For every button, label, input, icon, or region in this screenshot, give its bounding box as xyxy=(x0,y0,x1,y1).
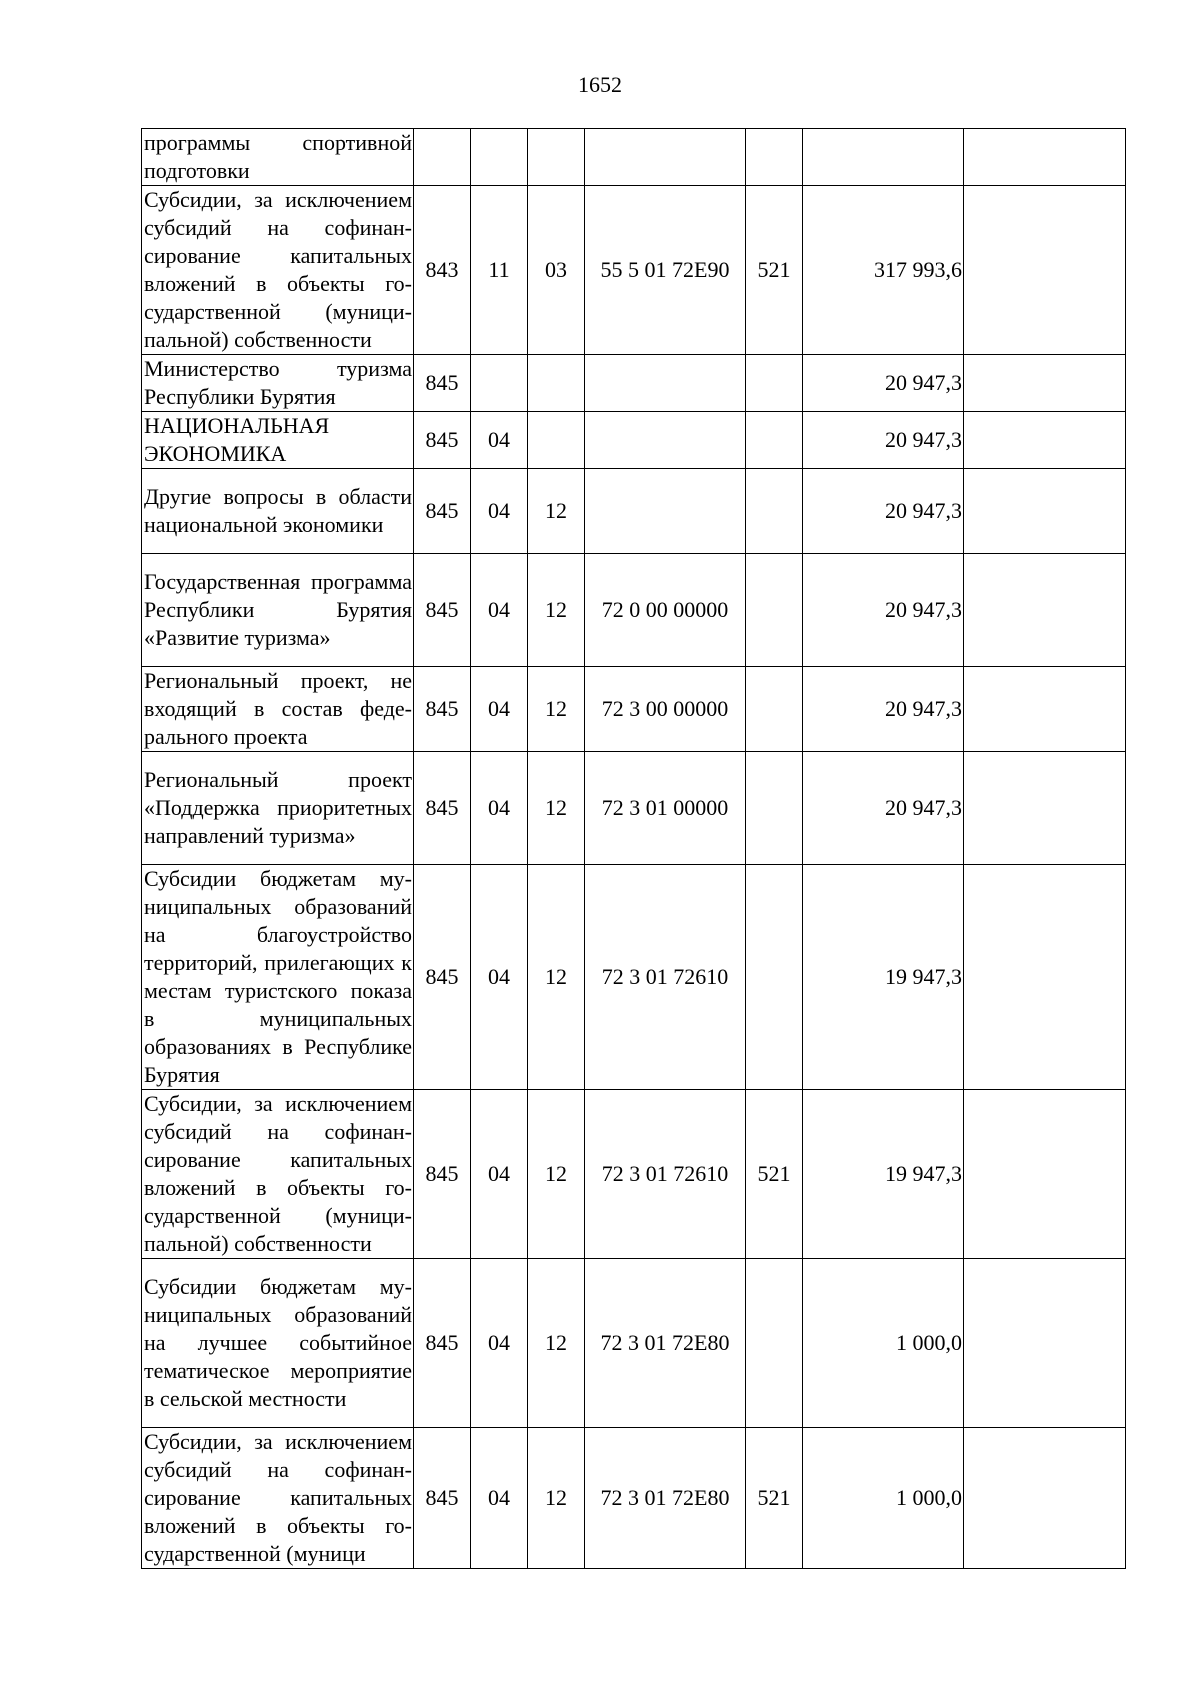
target-article-code: 72 3 01 72610 xyxy=(585,1090,746,1259)
ministry-code: 845 xyxy=(414,1428,471,1569)
table-row xyxy=(142,1259,1126,1428)
amount: 1 000,0 xyxy=(803,1259,964,1428)
target-article-code: 72 0 00 00000 xyxy=(585,554,746,667)
table-row xyxy=(142,129,1126,186)
amount: 1 000,0 xyxy=(803,1428,964,1569)
item-name: Министерство туризма Республики Бурятия xyxy=(142,355,414,412)
ministry-code: 845 xyxy=(414,355,471,412)
ministry-code: 845 xyxy=(414,469,471,554)
extra-column xyxy=(964,1259,1126,1428)
item-name: Другие вопросы в области национальной экономики xyxy=(142,469,414,554)
target-article-code: 55 5 01 72E90 xyxy=(585,186,746,355)
page-number: 1652 xyxy=(578,72,622,97)
item-name: программы спортивной подготовки xyxy=(142,129,414,186)
expense-type-code xyxy=(746,667,803,752)
item-name: Субсидии, за исключением субсидий на софинансирование капитальных вложений в объекты государственной (муниципальной) собственности xyxy=(142,1090,414,1259)
section-code xyxy=(471,355,528,412)
target-article-code xyxy=(585,355,746,412)
expense-type-code xyxy=(746,752,803,865)
table-row xyxy=(142,1428,1126,1569)
target-article-code: 72 3 01 72E80 xyxy=(585,1259,746,1428)
subsection-code: 12 xyxy=(528,554,585,667)
table-row xyxy=(142,412,1126,469)
subsection-code: 12 xyxy=(528,1090,585,1259)
amount: 20 947,3 xyxy=(803,667,964,752)
extra-column xyxy=(964,752,1126,865)
section-code: 11 xyxy=(471,186,528,355)
extra-column xyxy=(964,186,1126,355)
extra-column xyxy=(964,667,1126,752)
expense-type-code xyxy=(746,554,803,667)
target-article-code xyxy=(585,412,746,469)
expense-type-code xyxy=(746,865,803,1090)
section-code: 04 xyxy=(471,469,528,554)
table-row xyxy=(142,667,1126,752)
item-name: Субсидии бюджетам муниципальных образований на благоустройство территорий, прилегающих к местам туристского показа в муниципальных образованиях в Республике Бурятия xyxy=(142,865,414,1090)
table-row xyxy=(142,186,1126,355)
item-name: Субсидии бюджетам муниципальных образований на лучшее событийное тематическое мероприятие в сельской местности xyxy=(142,1259,414,1428)
expense-type-code xyxy=(746,469,803,554)
amount: 20 947,3 xyxy=(803,554,964,667)
target-article-code: 72 3 00 00000 xyxy=(585,667,746,752)
extra-column xyxy=(964,412,1126,469)
amount: 19 947,3 xyxy=(803,1090,964,1259)
subsection-code xyxy=(528,412,585,469)
table-row xyxy=(142,554,1126,667)
subsection-code: 12 xyxy=(528,469,585,554)
ministry-code: 845 xyxy=(414,865,471,1090)
target-article-code: 72 3 01 00000 xyxy=(585,752,746,865)
section-code: 04 xyxy=(471,1428,528,1569)
target-article-code: 72 3 01 72610 xyxy=(585,865,746,1090)
amount: 317 993,6 xyxy=(803,186,964,355)
section-code: 04 xyxy=(471,667,528,752)
target-article-code xyxy=(585,129,746,186)
ministry-code: 845 xyxy=(414,1259,471,1428)
table-row xyxy=(142,752,1126,865)
target-article-code xyxy=(585,469,746,554)
extra-column xyxy=(964,554,1126,667)
section-code: 04 xyxy=(471,554,528,667)
expense-type-code xyxy=(746,1259,803,1428)
expense-type-code xyxy=(746,355,803,412)
amount: 20 947,3 xyxy=(803,752,964,865)
item-name: Региональный проект, не входящий в состав федерального проекта xyxy=(142,667,414,752)
extra-column xyxy=(964,469,1126,554)
subsection-code: 12 xyxy=(528,752,585,865)
amount: 19 947,3 xyxy=(803,865,964,1090)
extra-column xyxy=(964,355,1126,412)
ministry-code: 845 xyxy=(414,412,471,469)
subsection-code: 03 xyxy=(528,186,585,355)
amount: 20 947,3 xyxy=(803,412,964,469)
section-code xyxy=(471,129,528,186)
target-article-code: 72 3 01 72E80 xyxy=(585,1428,746,1569)
ministry-code: 845 xyxy=(414,554,471,667)
ministry-code: 845 xyxy=(414,752,471,865)
subsection-code: 12 xyxy=(528,865,585,1090)
extra-column xyxy=(964,129,1126,186)
table-row xyxy=(142,355,1126,412)
section-code: 04 xyxy=(471,865,528,1090)
section-code: 04 xyxy=(471,1090,528,1259)
amount xyxy=(803,129,964,186)
subsection-code: 12 xyxy=(528,667,585,752)
extra-column xyxy=(964,865,1126,1090)
subsection-code xyxy=(528,355,585,412)
subsection-code: 12 xyxy=(528,1259,585,1428)
expense-type-code: 521 xyxy=(746,1090,803,1259)
subsection-code: 12 xyxy=(528,1428,585,1569)
ministry-code: 845 xyxy=(414,1090,471,1259)
amount: 20 947,3 xyxy=(803,355,964,412)
budget-table xyxy=(141,128,1126,1569)
ministry-code: 845 xyxy=(414,667,471,752)
table-row xyxy=(142,469,1126,554)
expense-type-code: 521 xyxy=(746,186,803,355)
section-code: 04 xyxy=(471,1259,528,1428)
item-name: Региональный проект «Поддержка приоритетных направлений туризма» xyxy=(142,752,414,865)
ministry-code xyxy=(414,129,471,186)
item-name: Государственная программа Республики Бурятия «Развитие туризма» xyxy=(142,554,414,667)
table-body xyxy=(142,129,1126,1569)
section-code: 04 xyxy=(471,752,528,865)
item-name: Субсидии, за исключением субсидий на софинансирование капитальных вложений в объекты государственной (муниципальной) собственности xyxy=(142,186,414,355)
subsection-code xyxy=(528,129,585,186)
extra-column xyxy=(964,1428,1126,1569)
extra-column xyxy=(964,1090,1126,1259)
expense-type-code: 521 xyxy=(746,1428,803,1569)
section-code: 04 xyxy=(471,412,528,469)
expense-type-code xyxy=(746,412,803,469)
table-row xyxy=(142,1090,1126,1259)
item-name: НАЦИОНАЛЬНАЯ ЭКОНОМИКА xyxy=(142,412,414,469)
amount: 20 947,3 xyxy=(803,469,964,554)
table-row xyxy=(142,865,1126,1090)
item-name: Субсидии, за исключением субсидий на софинансирование капитальных вложений в объекты государственной (муници xyxy=(142,1428,414,1569)
expense-type-code xyxy=(746,129,803,186)
ministry-code: 843 xyxy=(414,186,471,355)
